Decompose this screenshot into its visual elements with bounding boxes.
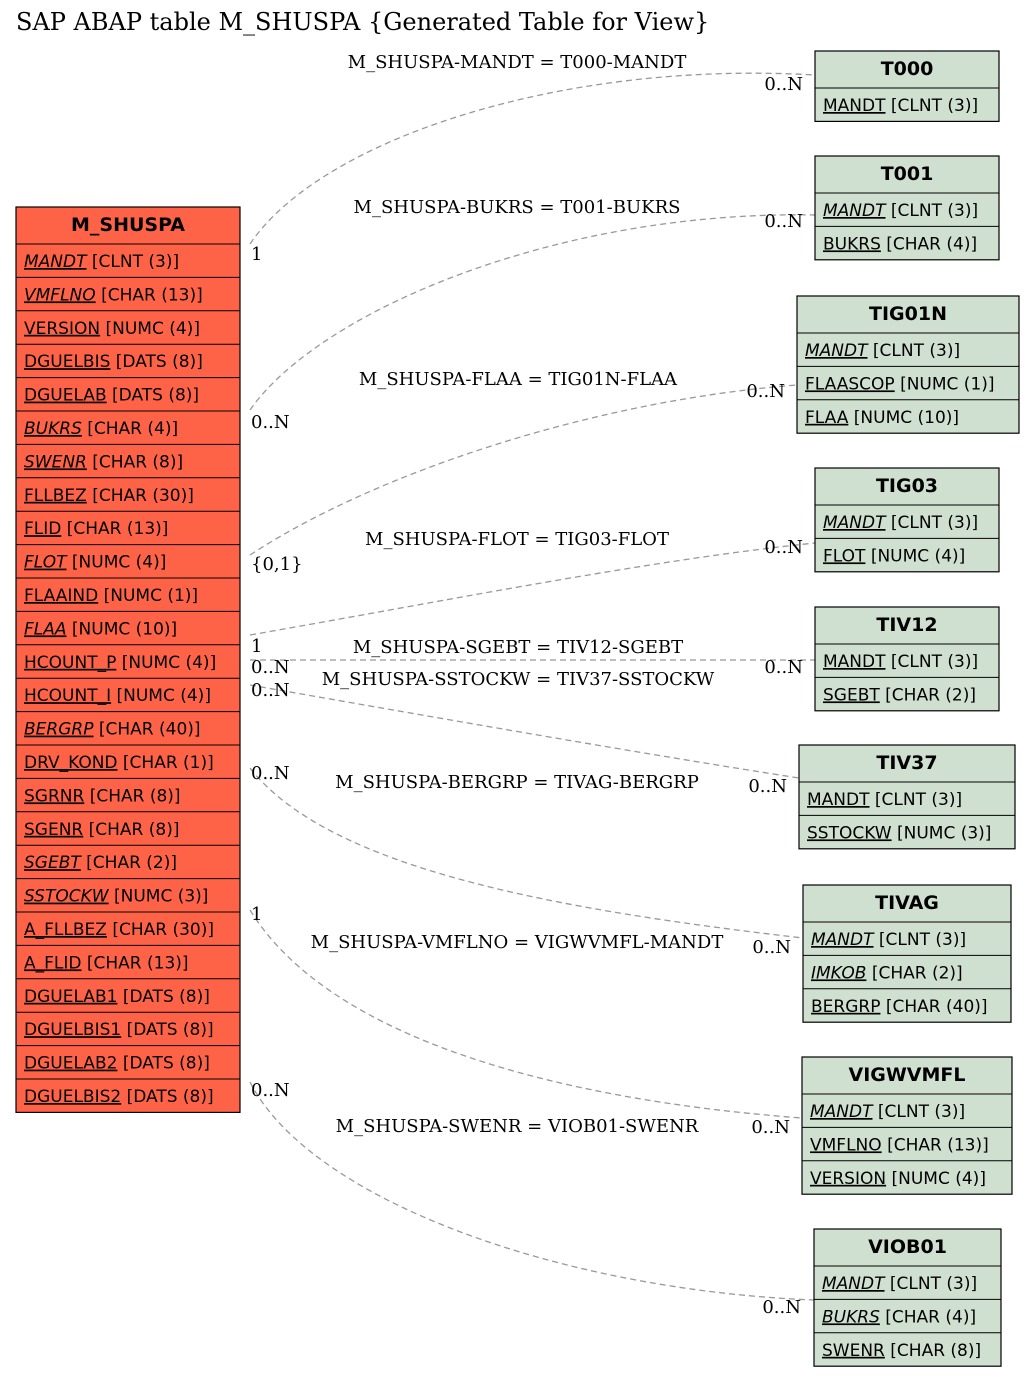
field-name: VMFLNO (810, 1135, 882, 1156)
field-type: [CHAR (2)] (871, 963, 963, 984)
field-type: [DATS (8)] (122, 1053, 210, 1074)
field-name: DGUELAB (24, 385, 107, 406)
field-row-sstockw (24, 887, 208, 907)
field-type: [CHAR (2)] (86, 853, 178, 874)
field-type: [CHAR (13)] (887, 1135, 989, 1156)
field-row-mandt (822, 1274, 977, 1294)
table-name: TIV12 (876, 614, 938, 636)
table-tiv37 (799, 745, 1015, 849)
field-name: BUKRS (823, 234, 881, 255)
field-type: [NUMC (4)] (71, 552, 167, 573)
field-row-sstockw (807, 823, 991, 843)
field-row-mandt (823, 652, 978, 672)
relationship-tivag (250, 763, 803, 958)
field-name: MANDT (810, 1102, 873, 1122)
field-row-hcount-i (24, 686, 211, 706)
field-row-mandt (24, 252, 179, 272)
relationship-line (250, 685, 799, 778)
field-type: [CHAR (40)] (98, 719, 201, 740)
table-tig03 (815, 468, 999, 572)
target-cardinality: 0..N (748, 776, 787, 797)
field-name: MANDT (823, 201, 886, 221)
field-row-fllbez (24, 486, 194, 506)
field-row-bergrp (24, 720, 201, 740)
field-name: DRV_KOND (24, 753, 118, 773)
relationship-label: M_SHUSPA-FLAA = TIG01N-FLAA (358, 369, 678, 390)
relationship-label: M_SHUSPA-SSTOCKW = TIV37-SSTOCKW (321, 669, 715, 690)
field-type: [CHAR (40)] (885, 996, 988, 1017)
field-row-version (24, 319, 200, 339)
relationship-line (250, 73, 815, 244)
relationship-line (250, 1082, 814, 1300)
field-type: [NUMC (4)] (105, 318, 200, 339)
source-cardinality: 1 (251, 636, 263, 657)
field-row-imkob (811, 963, 963, 983)
field-name: SWENR (822, 1340, 885, 1361)
field-type: [NUMC (10)] (71, 619, 178, 640)
field-type: [CHAR (2)] (885, 685, 977, 706)
field-name: MANDT (823, 652, 886, 672)
field-row-flaa (24, 619, 177, 639)
field-row-bukrs (822, 1307, 976, 1327)
relationship-label: M_SHUSPA-VMFLNO = VIGWVMFL-MANDT (310, 932, 724, 953)
field-type: [CHAR (4)] (87, 419, 179, 439)
field-type: [NUMC (1)] (103, 586, 199, 606)
relationship-label: M_SHUSPA-BUKRS = T001-BUKRS (353, 197, 681, 218)
field-type: [CHAR (4)] (886, 234, 978, 255)
field-type: [DATS (8)] (126, 1020, 214, 1041)
field-type: [CLNT (3)] (890, 201, 979, 221)
table-name: TIVAG (875, 892, 939, 914)
field-row-dguelbis (24, 352, 203, 372)
target-cardinality: 0..N (764, 657, 803, 678)
field-type: [DATS (8)] (122, 986, 210, 1007)
field-name: SGEBT (24, 853, 81, 874)
table-tivag (803, 885, 1011, 1022)
field-type: [CLNT (3)] (878, 930, 967, 950)
field-row-version (810, 1169, 986, 1189)
field-name: SGEBT (823, 685, 880, 706)
field-type: [CLNT (3)] (877, 1102, 966, 1122)
field-name: FLAA (24, 619, 67, 640)
table-m-shuspa (16, 207, 240, 1112)
field-name: MANDT (823, 513, 886, 533)
field-name: A_FLID (24, 953, 82, 974)
field-row-flid (24, 519, 168, 539)
field-name: BUKRS (822, 1307, 880, 1328)
field-type: [CHAR (13)] (86, 953, 189, 974)
field-type: [CLNT (3)] (889, 1274, 978, 1294)
target-cardinality: 0..N (764, 211, 803, 232)
field-name: SGRNR (24, 786, 85, 807)
field-row-dguelab1 (24, 987, 210, 1007)
table-name: VIOB01 (868, 1236, 947, 1258)
field-name: VERSION (810, 1168, 887, 1189)
field-row-mandt (823, 96, 978, 116)
field-type: [CLNT (3)] (874, 790, 963, 810)
field-row-sgenr (24, 820, 179, 840)
field-type: [DATS (8)] (112, 385, 200, 406)
field-type: [NUMC (4)] (121, 652, 217, 673)
field-type: [CLNT (3)] (872, 341, 961, 361)
field-type: [CLNT (3)] (890, 96, 979, 116)
field-name: FLLBEZ (24, 485, 87, 506)
field-name: BUKRS (24, 419, 82, 439)
field-name: VMFLNO (24, 285, 96, 306)
field-name: FLID (24, 519, 62, 540)
target-cardinality: 0..N (764, 74, 803, 95)
field-name: SSTOCKW (24, 886, 109, 907)
field-type: [NUMC (3)] (113, 886, 209, 907)
field-name: MANDT (823, 96, 886, 116)
target-cardinality: 0..N (751, 1117, 790, 1138)
field-type: [NUMC (4)] (116, 686, 211, 707)
relationship-label: M_SHUSPA-MANDT = T000-MANDT (347, 52, 687, 73)
field-row-swenr (24, 452, 183, 472)
field-row-dguelbis1 (24, 1020, 214, 1040)
field-row-swenr (822, 1341, 981, 1361)
field-name: FLAAIND (24, 586, 99, 606)
field-name: MANDT (805, 341, 868, 361)
target-cardinality: 0..N (764, 537, 803, 558)
field-name: A_FLLBEZ (24, 920, 107, 940)
target-cardinality: 0..N (752, 937, 791, 958)
relationship-label: M_SHUSPA-BERGRP = TIVAG-BERGRP (335, 772, 699, 793)
relationship-edges (250, 52, 815, 1318)
source-cardinality: 0..N (251, 1080, 290, 1101)
relationship-vigwvmfl (250, 904, 802, 1138)
target-cardinality: 0..N (746, 381, 785, 402)
field-type: [NUMC (3)] (896, 823, 992, 844)
field-name: DGUELBIS (24, 352, 111, 373)
target-cardinality: 0..N (762, 1297, 801, 1318)
field-name: FLAASCOP (805, 374, 895, 395)
field-name: MANDT (807, 790, 870, 810)
field-name: FLAA (805, 407, 849, 428)
field-type: [CHAR (13)] (101, 285, 203, 306)
field-row-sgebt (823, 685, 976, 705)
field-name: DGUELAB2 (24, 1053, 118, 1074)
field-row-flaa (805, 408, 959, 428)
field-name: VERSION (24, 318, 101, 339)
table-name: TIV37 (876, 752, 938, 774)
field-row-mandt (810, 1102, 965, 1122)
field-row-dguelbis2 (24, 1087, 214, 1107)
field-name: MANDT (811, 930, 874, 950)
field-name: DGUELAB1 (24, 986, 118, 1007)
field-row-bukrs (823, 234, 977, 254)
field-name: FLOT (24, 552, 67, 573)
field-name: HCOUNT_I (24, 686, 112, 707)
field-type: [NUMC (10)] (853, 407, 960, 428)
field-row-hcount-p (24, 653, 216, 673)
field-row-sgebt (24, 853, 177, 873)
relationship-line (250, 768, 803, 938)
related-tables (797, 51, 1019, 1366)
table-name: VIGWVMFL (848, 1064, 966, 1086)
relationship-label: M_SHUSPA-SWENR = VIOB01-SWENR (335, 1116, 699, 1137)
relationship-label: M_SHUSPA-FLOT = TIG03-FLOT (365, 529, 669, 550)
relationship-t001 (250, 197, 815, 433)
field-row-mandt (807, 790, 962, 810)
field-name: BERGRP (811, 996, 881, 1017)
table-vigwvmfl (802, 1057, 1012, 1194)
field-name: MANDT (822, 1274, 885, 1294)
field-row-a-flid (24, 953, 189, 973)
relationship-viob01 (250, 1080, 814, 1318)
table-name: T001 (880, 163, 934, 185)
field-type: [CHAR (30)] (112, 920, 214, 940)
field-type: [CHAR (4)] (885, 1307, 977, 1328)
field-row-a-fllbez (24, 920, 214, 940)
field-row-sgrnr (24, 786, 181, 806)
field-row-mandt (823, 513, 978, 533)
table-tiv12 (815, 607, 999, 711)
field-type: [NUMC (4)] (891, 1168, 986, 1189)
field-name: DGUELBIS1 (24, 1020, 122, 1041)
field-name: IMKOB (811, 963, 867, 984)
field-type: [CLNT (3)] (91, 252, 180, 272)
table-tig01n (797, 296, 1019, 433)
relationship-line (250, 543, 815, 635)
source-cardinality: 0..N (251, 412, 290, 433)
field-row-dguelab (24, 386, 199, 406)
field-row-mandt (811, 930, 966, 950)
table-name: TIG01N (869, 303, 947, 325)
field-name: SGENR (24, 819, 84, 840)
relationship-t000 (250, 52, 815, 265)
table-name: T000 (880, 58, 934, 80)
field-row-bukrs (24, 419, 178, 439)
field-row-mandt (823, 201, 978, 221)
field-type: [CHAR (8)] (88, 819, 180, 840)
field-row-vmflno (810, 1135, 989, 1155)
field-name: SSTOCKW (807, 823, 892, 844)
source-cardinality: 1 (251, 904, 263, 925)
source-cardinality: 1 (251, 244, 263, 265)
field-row-flaascop (805, 374, 995, 394)
field-name: MANDT (24, 252, 87, 272)
source-cardinality: 0..N (251, 680, 290, 701)
table-t001 (815, 156, 999, 260)
field-row-flot (823, 546, 965, 566)
field-type: [CHAR (8)] (89, 786, 181, 807)
field-type: [DATS (8)] (126, 1087, 214, 1107)
table-viob01 (814, 1229, 1001, 1366)
field-name: FLOT (823, 546, 866, 567)
field-name: BERGRP (24, 719, 94, 740)
field-type: [CHAR (8)] (92, 452, 184, 473)
field-row-flaaind (24, 586, 198, 606)
field-type: [CHAR (13)] (66, 519, 169, 540)
relationship-label: M_SHUSPA-SGEBT = TIV12-SGEBT (352, 637, 684, 658)
table-name: M_SHUSPA (71, 214, 185, 236)
source-cardinality: 0..N (251, 763, 290, 784)
field-row-mandt (805, 341, 960, 361)
field-type: [CLNT (3)] (890, 513, 979, 533)
table-t000 (815, 51, 999, 121)
table-name: TIG03 (875, 475, 939, 497)
field-row-dguelab2 (24, 1054, 210, 1074)
field-type: [CHAR (1)] (122, 753, 214, 773)
field-row-bergrp (811, 997, 988, 1017)
field-name: SWENR (24, 452, 87, 473)
field-name: DGUELBIS2 (24, 1087, 122, 1107)
source-cardinality: 0..N (251, 657, 290, 678)
source-cardinality: {0,1} (251, 554, 303, 575)
field-row-drv-kond (24, 753, 214, 773)
field-row-vmflno (24, 285, 203, 305)
field-type: [DATS (8)] (115, 352, 203, 373)
field-type: [NUMC (4)] (870, 546, 966, 567)
diagram-title: SAP ABAP table M_SHUSPA {Generated Table for View} (16, 8, 710, 36)
field-row-flot (24, 553, 166, 573)
main-table (16, 207, 240, 1112)
field-type: [CHAR (30)] (92, 485, 194, 506)
field-type: [CLNT (3)] (890, 652, 979, 672)
field-type: [CHAR (8)] (890, 1340, 982, 1361)
field-type: [NUMC (1)] (900, 374, 995, 395)
field-name: HCOUNT_P (24, 652, 117, 673)
